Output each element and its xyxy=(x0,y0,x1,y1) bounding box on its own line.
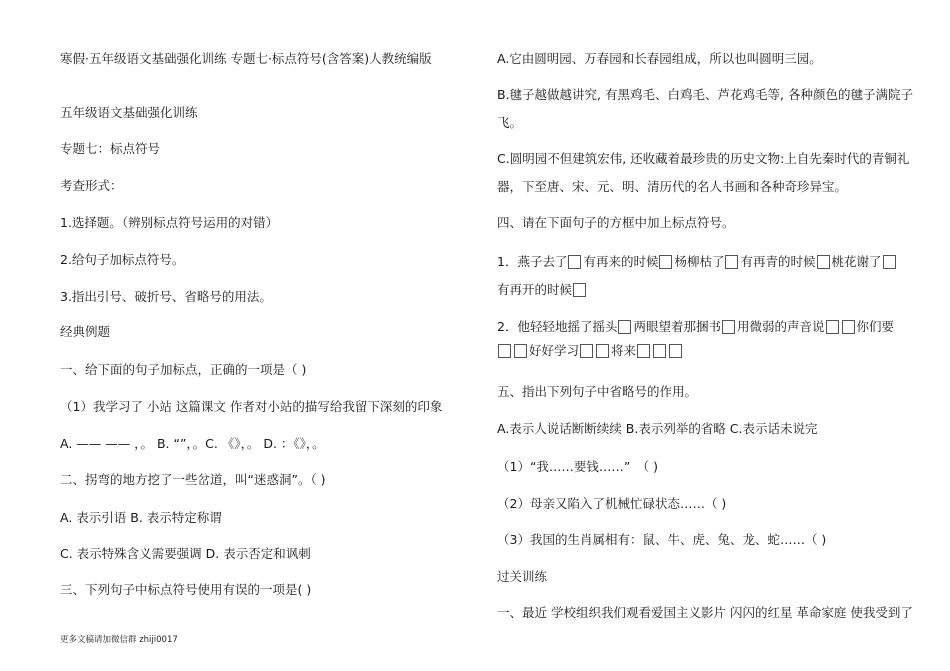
question-1: 一、给下面的句子加标点，正确的一项是（ ) xyxy=(60,362,307,377)
practice-label: 过关训练 xyxy=(497,569,548,584)
punctuation-box[interactable] xyxy=(842,320,855,334)
punctuation-box[interactable] xyxy=(883,255,896,269)
option-a: A.它由圆明园、万春园和长春园组成，所以也叫圆明三园。 xyxy=(497,51,822,66)
option-c-line1: C.圆明园不但建筑宏伟, 还收藏着最珍贵的历史文物:上自先秦时代的青铜礼 xyxy=(497,151,910,166)
document-title: 寒假·五年级语文基础强化训练 专题七·标点符号(含答案)人教统编版 xyxy=(60,51,432,66)
form-item: 1.选择题。（辨别标点符号运用的对错） xyxy=(60,215,279,230)
sentence-fragment: 用微弱的声音说 xyxy=(736,319,825,334)
sentence-fragment: 有再青的时候 xyxy=(740,254,816,269)
sentence-fragment: 1．燕子去了 xyxy=(497,254,568,269)
examples-label: 经典例题 xyxy=(60,324,111,339)
punctuation-box[interactable] xyxy=(618,320,631,334)
question-5: 五、指出下列句子中省略号的作用。 xyxy=(497,384,698,399)
sentence-fragment: 有再开的时候 xyxy=(497,282,573,297)
punctuation-box[interactable] xyxy=(596,344,609,358)
punctuation-box[interactable] xyxy=(659,255,672,269)
question-2: 二、拐弯的地方挖了一些岔道，叫“迷惑洞”。（ ) xyxy=(60,472,326,487)
question-5-item-1: （1）“我……要钱……” （ ) xyxy=(497,459,659,474)
sentence-fragment: 杨柳枯了 xyxy=(674,254,725,269)
question-3: 三、下列句子中标点符号使用有误的一项是( ) xyxy=(60,582,312,597)
punctuation-box[interactable] xyxy=(498,344,511,358)
sentence-fragment: 桃花谢了 xyxy=(831,254,882,269)
sentence-fragment: 好好学习 xyxy=(529,343,580,358)
punctuation-box[interactable] xyxy=(669,344,682,358)
sentence-1 xyxy=(497,253,898,271)
sentence-fragment: 有再来的时候 xyxy=(583,254,659,269)
sentence-1-continued xyxy=(497,281,588,299)
punctuation-box[interactable] xyxy=(722,320,735,334)
footer-note: 更多文稿请加微信群 zhiji0017 xyxy=(60,635,178,645)
question-5-item-3: （3）我国的生肖属相有：鼠、牛、虎、兔、龙、蛇……（ ) xyxy=(497,532,827,547)
question-5-item-2: （2）母亲又陷入了机械忙碌状态……（ ) xyxy=(497,496,727,511)
punctuation-box[interactable] xyxy=(580,344,593,358)
question-1-sentence: （1）我学习了 小站 这篇课文 作者对小站的描写给我留下深刻的印象 xyxy=(60,399,443,414)
option-b-line2: 飞。 xyxy=(497,115,523,130)
section-heading: 五年级语文基础强化训练 xyxy=(60,105,198,120)
punctuation-box[interactable] xyxy=(568,255,581,269)
option-b-line1: B.毽子越做越讲究, 有黑鸡毛、白鸡毛、芦花鸡毛等, 各种颜色的毽子满院子 xyxy=(497,87,913,102)
form-label: 考查形式： xyxy=(60,178,123,193)
practice-question-1: 一、最近 学校组织我们观看爱国主义影片 闪闪的红星 革命家庭 使我受到了 xyxy=(497,605,913,620)
question-5-options: A.表示人说话断断续续 B.表示列举的省略 C.表示话未说完 xyxy=(497,421,818,436)
form-item: 3.指出引号、破折号、省略号的用法。 xyxy=(60,289,272,304)
sentence-fragment: 2．他轻轻地摇了摇头 xyxy=(497,319,618,334)
punctuation-box[interactable] xyxy=(637,344,650,358)
form-item: 2.给句子加标点符号。 xyxy=(60,252,185,267)
punctuation-box[interactable] xyxy=(653,344,666,358)
punctuation-box[interactable] xyxy=(573,283,586,297)
sentence-fragment: 你们要 xyxy=(856,319,895,334)
topic-heading: 专题七：标点符号 xyxy=(60,141,161,156)
option-c-line2: 器，下至唐、宋、元、明、清历代的名人书画和各种奇珍异宝。 xyxy=(497,179,848,194)
sentence-2 xyxy=(497,318,894,336)
question-2-options-c-d: C. 表示特殊含义需要强调 D. 表示否定和讽刺 xyxy=(60,546,311,561)
sentence-fragment: 两眼望着那捆书 xyxy=(633,319,721,334)
question-4: 四、请在下面句子的方框中加上标点符号。 xyxy=(497,215,735,230)
sentence-fragment: 将来 xyxy=(611,343,637,358)
sentence-2-continued xyxy=(497,342,684,360)
question-1-options: A. —— —— ，。 B. “”，。C. 《》，。 D. ：《》，。 xyxy=(60,436,325,451)
punctuation-box[interactable] xyxy=(826,320,839,334)
question-2-options-a-b: A. 表示引语 B. 表示特定称谓 xyxy=(60,510,222,525)
punctuation-box[interactable] xyxy=(725,255,738,269)
punctuation-box[interactable] xyxy=(514,344,527,358)
punctuation-box[interactable] xyxy=(817,255,830,269)
